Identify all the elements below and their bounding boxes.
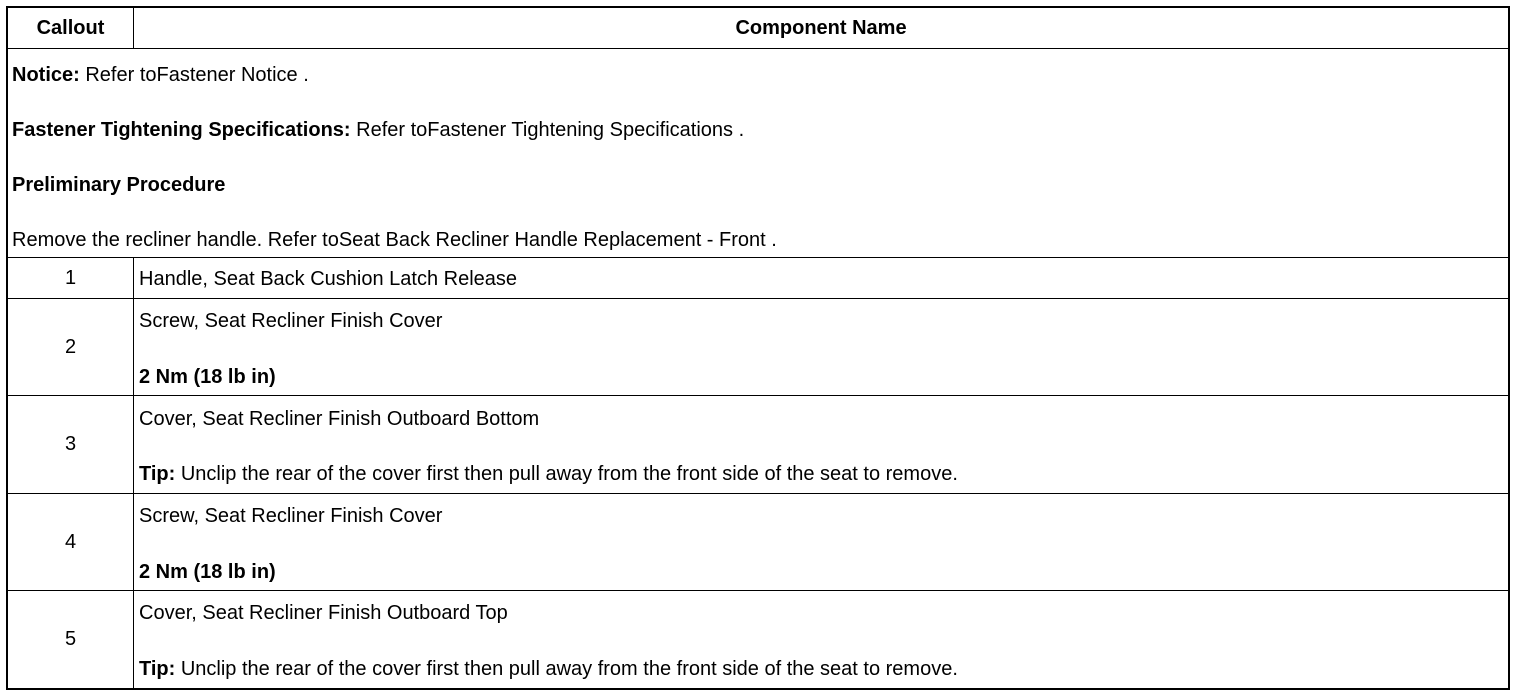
fastener-spec-label: Fastener Tightening Specifications:	[12, 119, 351, 141]
component-name: Handle, Seat Back Cushion Latch Release	[139, 268, 518, 290]
component-name: Screw, Seat Recliner Finish Cover	[139, 310, 443, 332]
tip-line	[139, 657, 958, 681]
tip-text: Unclip the rear of the cover first then pull away from the front side of the seat to remove.	[175, 658, 958, 680]
component-name: Cover, Seat Recliner Finish Outboard Bottom	[139, 408, 540, 430]
tip-text: Unclip the rear of the cover first then pull away from the front side of the seat to remove.	[175, 463, 958, 485]
component-cell	[134, 299, 1508, 395]
component-name: Screw, Seat Recliner Finish Cover	[139, 505, 443, 527]
table-row	[8, 590, 1508, 688]
preliminary-procedure-label: Preliminary Procedure	[12, 174, 226, 196]
fastener-spec-line	[12, 118, 744, 142]
preliminary-procedure-text: Remove the recliner handle. Refer toSeat Back Recliner Handle Replacement - Front .	[12, 229, 777, 251]
component-cell	[134, 396, 1508, 493]
preliminary-procedure-heading	[12, 173, 225, 197]
callout-number: 2	[8, 299, 134, 395]
table-header-row	[8, 8, 1508, 48]
torque-spec	[139, 365, 276, 389]
table-row	[8, 493, 1508, 590]
torque-value: 2 Nm (18 lb in)	[139, 366, 276, 388]
notice-line	[12, 63, 309, 87]
callout-number: 3	[8, 396, 134, 493]
callout-number: 5	[8, 591, 134, 688]
torque-value: 2 Nm (18 lb in)	[139, 561, 276, 583]
component-cell	[134, 591, 1508, 688]
callout-number: 4	[8, 494, 134, 590]
component-cell	[134, 258, 1508, 298]
component-name: Cover, Seat Recliner Finish Outboard Top	[139, 602, 508, 624]
fastener-spec-text: Refer toFastener Tightening Specifications .	[350, 119, 745, 141]
intro-row	[8, 48, 1508, 257]
callout-column-header: Callout	[8, 8, 134, 48]
component-table	[6, 6, 1510, 690]
table-row	[8, 395, 1508, 493]
torque-spec	[139, 560, 276, 584]
notice-text: Refer toFastener Notice .	[79, 64, 309, 86]
component-name-column-header: Component Name	[735, 16, 907, 39]
tip-label: Tip:	[139, 658, 176, 680]
tip-line	[139, 462, 958, 486]
tip-label: Tip:	[139, 463, 176, 485]
table-row	[8, 257, 1508, 298]
table-row	[8, 298, 1508, 395]
notice-label: Notice:	[12, 64, 80, 86]
component-cell	[134, 494, 1508, 590]
callout-number: 1	[8, 258, 134, 298]
